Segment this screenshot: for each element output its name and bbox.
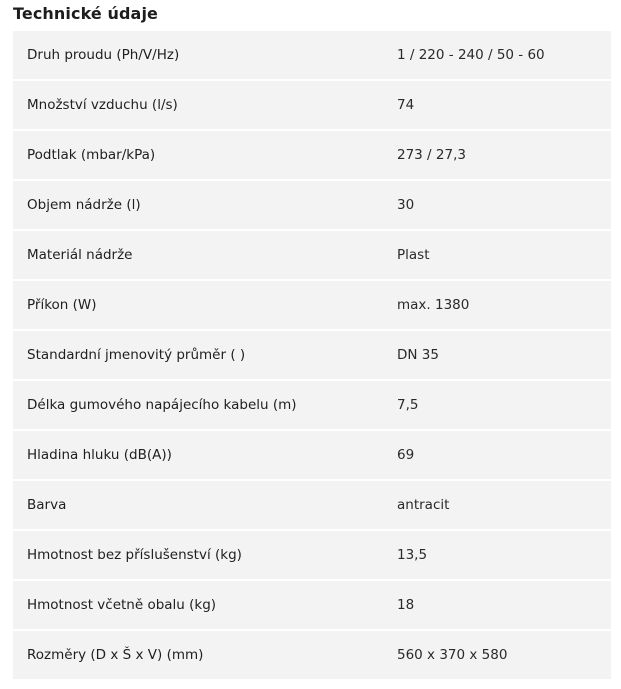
- spec-table: [13, 31, 611, 679]
- spec-label: Materiál nádrže: [27, 247, 133, 263]
- spec-row-tank-volume: [13, 181, 611, 231]
- spec-row-air-volume: [13, 81, 611, 131]
- spec-label: Standardní jmenovitý průměr ( ): [27, 347, 246, 363]
- spec-value: 74: [397, 97, 415, 113]
- spec-value: 273 / 27,3: [397, 147, 466, 163]
- spec-value: 560 x 370 x 580: [397, 647, 508, 663]
- spec-label: Hmotnost bez příslušenství (kg): [27, 547, 242, 563]
- spec-value: Plast: [397, 247, 430, 263]
- spec-row-dimensions: [13, 631, 611, 679]
- spec-value: 18: [397, 597, 415, 613]
- section-title: Technické údaje: [13, 4, 158, 23]
- spec-label: Druh proudu (Ph/V/Hz): [27, 47, 180, 63]
- spec-label: Barva: [27, 497, 67, 513]
- spec-row-color: [13, 481, 611, 531]
- spec-label: Příkon (W): [27, 297, 97, 313]
- spec-row-current-type: [13, 31, 611, 81]
- spec-value: DN 35: [397, 347, 439, 363]
- spec-label: Množství vzduchu (l/s): [27, 97, 178, 113]
- spec-label: Rozměry (D x Š x V) (mm): [27, 647, 204, 663]
- spec-value: 1 / 220 - 240 / 50 - 60: [397, 47, 545, 63]
- spec-row-vacuum: [13, 131, 611, 181]
- spec-label: Objem nádrže (l): [27, 197, 141, 213]
- spec-value: antracit: [397, 497, 450, 513]
- spec-row-nominal-diameter: [13, 331, 611, 381]
- spec-value: 30: [397, 197, 415, 213]
- spec-row-weight-without-accessories: [13, 531, 611, 581]
- spec-row-cable-length: [13, 381, 611, 431]
- spec-value: 7,5: [397, 397, 419, 413]
- spec-row-power-input: [13, 281, 611, 331]
- spec-row-tank-material: [13, 231, 611, 281]
- spec-label: Podtlak (mbar/kPa): [27, 147, 156, 163]
- spec-row-noise-level: [13, 431, 611, 481]
- spec-label: Hladina hluku (dB(A)): [27, 447, 172, 463]
- spec-label: Délka gumového napájecího kabelu (m): [27, 397, 297, 413]
- spec-value: 13,5: [397, 547, 428, 563]
- spec-value: 69: [397, 447, 415, 463]
- spec-label: Hmotnost včetně obalu (kg): [27, 597, 217, 613]
- spec-value: max. 1380: [397, 297, 470, 313]
- spec-row-weight-with-packaging: [13, 581, 611, 631]
